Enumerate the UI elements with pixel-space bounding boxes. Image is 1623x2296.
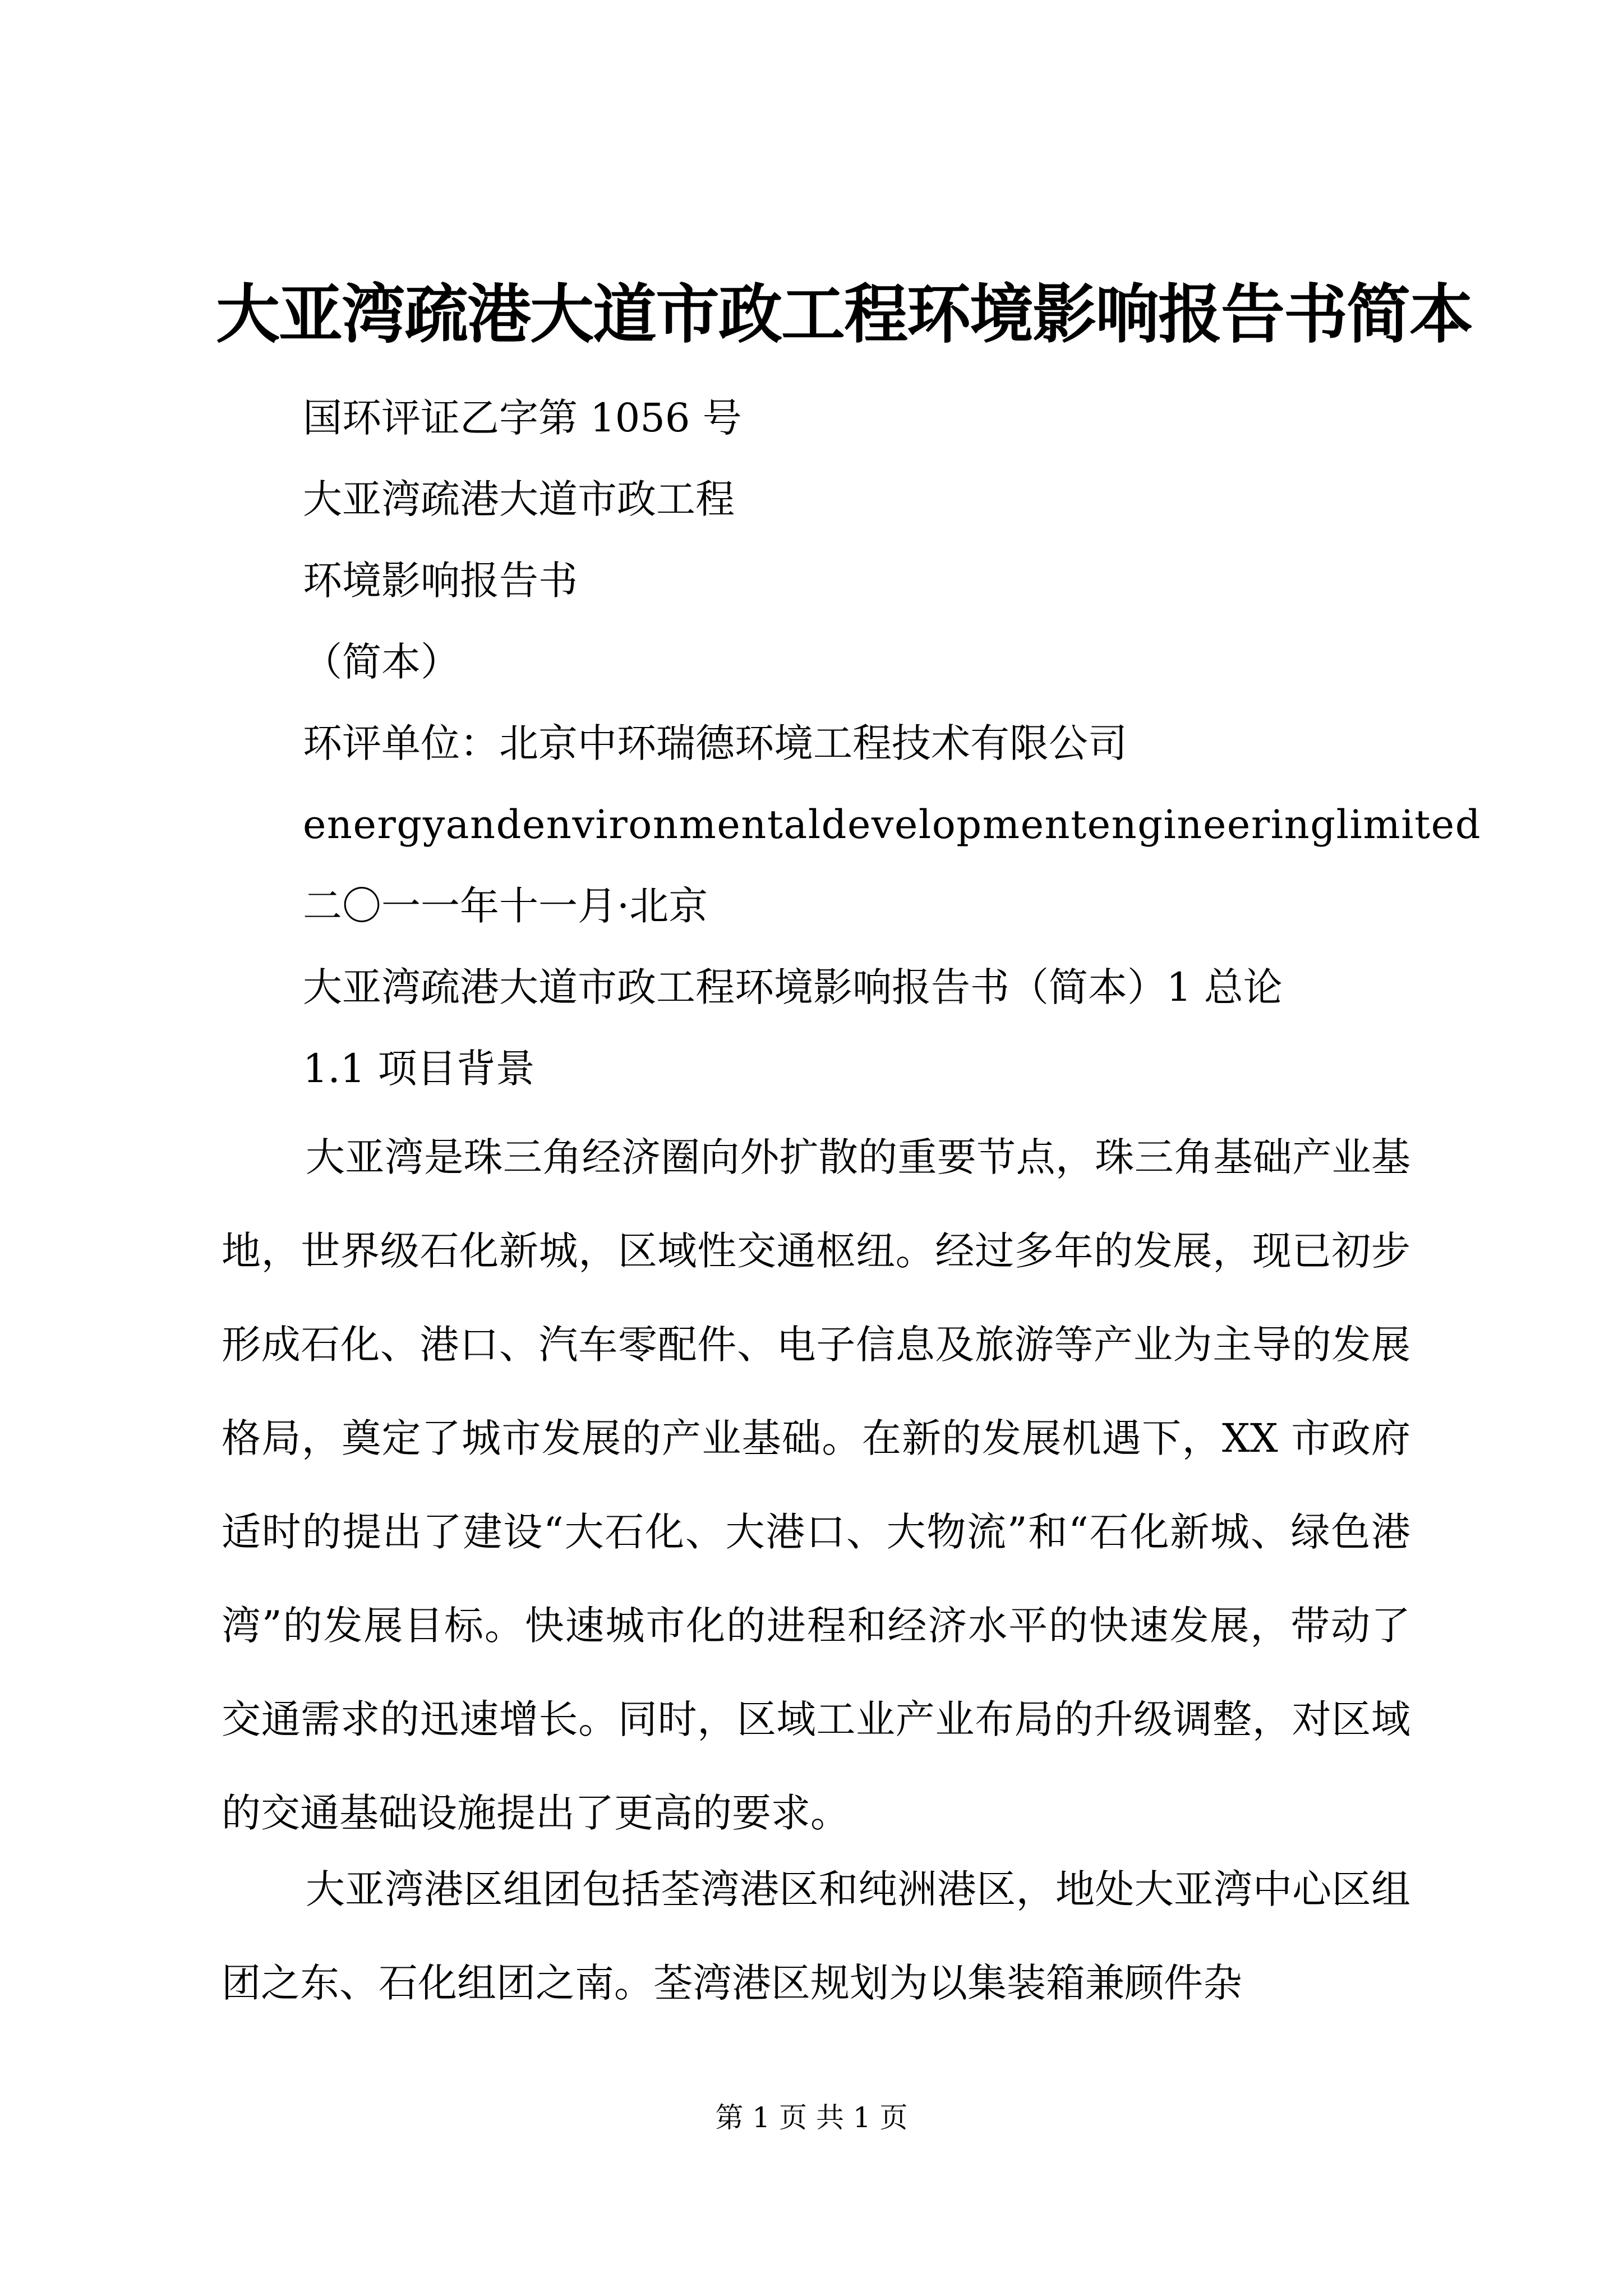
section-heading-background: 1.1 项目背景 (303, 1046, 535, 1092)
body-paragraph-2: 大亚湾港区组团包括荃湾港区和纯洲港区，地处大亚湾中心区组团之东、石化组团之南。荃湾港区规划为以集装箱兼顾件杂 (222, 1866, 1410, 2006)
body-paragraph-1: 大亚湾是珠三角经济圈向外扩散的重要节点，珠三角基础产业基地，世界级石化新城，区域性交通枢纽。经过多年的发展，现已初步形成石化、港口、汽车零配件、电子信息及旅游等产业为主导的发展格局，奠定了城市发展的产业基础。在新的发展机遇下，XX 市政府适时的提出了建设“大石化、大港口、大物流”和“石化新城、绿色港湾”的发展目标。快速城市化的进程和经济水平的快速发展，带动了交通需求的迅速增长。同时，区域工业产业布局的升级调整，对区域的交通基础设施提出了更高的要求。 (222, 1134, 1410, 1836)
page-footer: 第 1 页 共 1 页 (715, 2101, 908, 2134)
document-title: 大亚湾疏港大道市政工程环境影响报告书简本 (216, 277, 1473, 352)
english-company-line: energyandenvironmentaldevelopmentengineeringlimited (303, 802, 1481, 848)
assessment-unit-line: 环评单位：北京中环瑞德环境工程技术有限公司 (303, 720, 1127, 766)
certificate-number: 国环评证乙字第 1056 号 (303, 395, 742, 441)
report-type-line: 环境影响报告书 (303, 558, 578, 604)
project-name-line: 大亚湾疏港大道市政工程 (303, 476, 735, 522)
abridged-label: （简本） (303, 639, 460, 685)
section-heading-general: 大亚湾疏港大道市政工程环境影响报告书（简本）1 总论 (303, 964, 1283, 1010)
date-place-line: 二〇一一年十一月·北京 (303, 883, 708, 929)
